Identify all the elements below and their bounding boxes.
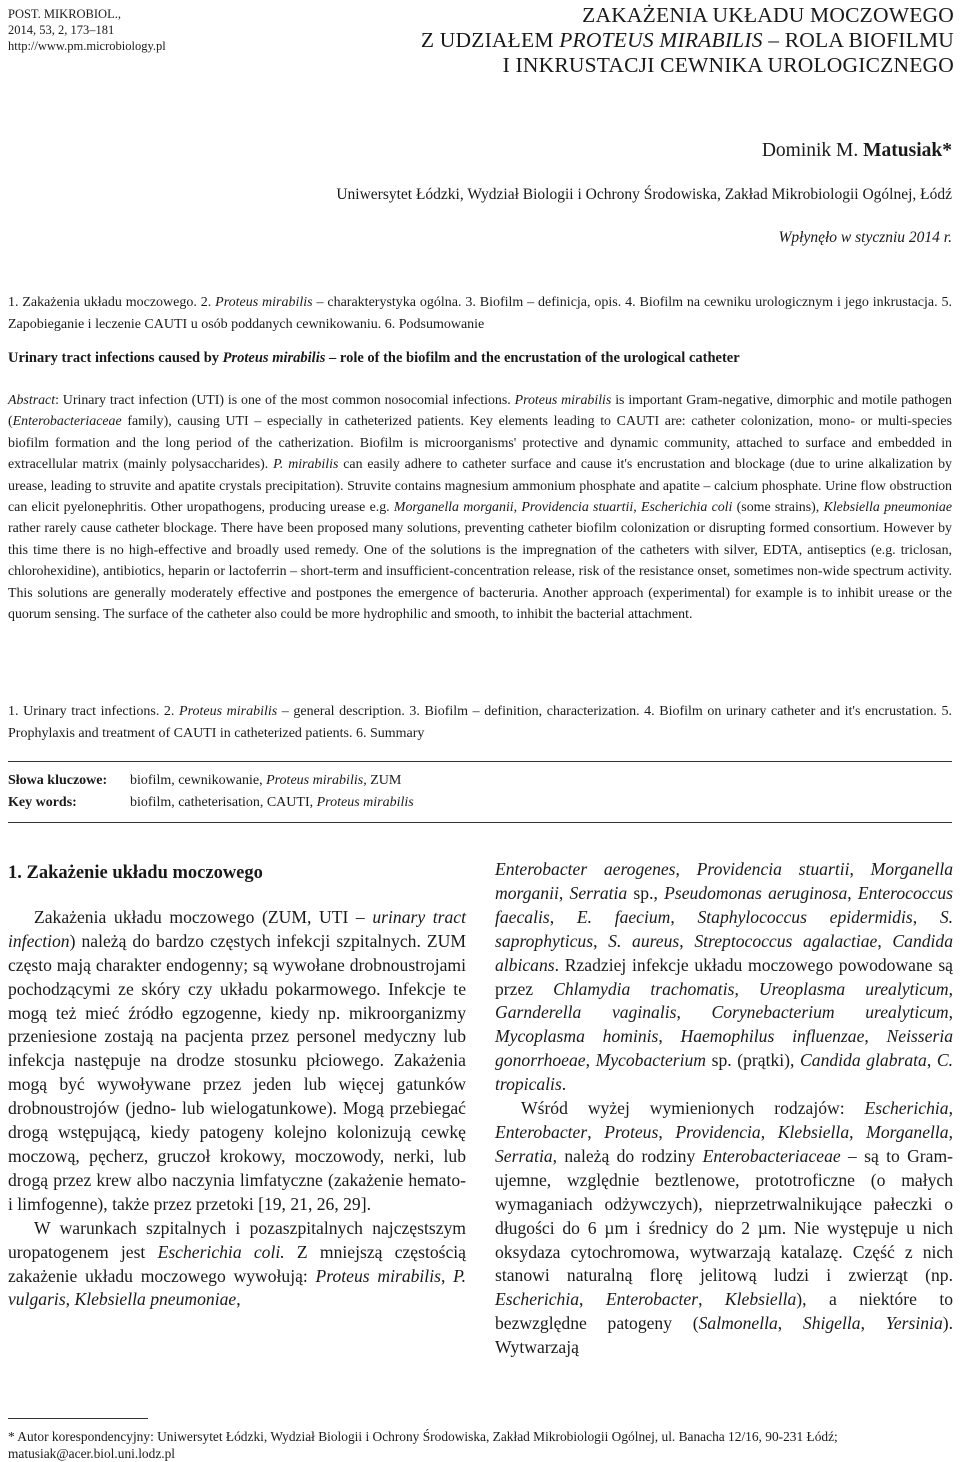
contents-polish: 1. Zakażenia układu moczowego. 2. Proteus mirabilis – charakterystyka ogólna. 3. Biofilm – definicja, opis. 4. Biofilm na cewniku urologicznym i jego inkrustacja. 5. Zapobieganie i leczenie CAUTI u osób poddanych cewnikowaniu. 6. Podsumowanie [8, 295, 952, 332]
journal-name: POST. MIKROBIOL., [8, 7, 121, 21]
footnote-rule [8, 1418, 148, 1419]
title-line-3: I INKRUSTACJI CEWNIKA UROLOGICZNEGO [502, 53, 954, 77]
section-heading: 1. Zakażenie układu moczowego [8, 863, 263, 883]
left-column [8, 858, 466, 1312]
abstract-label: Abstract [8, 393, 56, 408]
author: Dominik M. Matusiak* [761, 140, 952, 161]
received-date: Wpłynęło w styczniu 2014 r. [778, 229, 952, 246]
affiliation: Uniwersytet Łódzki, Wydział Biologii i Ochrony Środowiska, Zakład Mikrobiologii Ogólnej, Łódź [336, 186, 952, 203]
title-line-1: ZAKAŻENIA UKŁADU MOCZOWEGO [582, 3, 954, 27]
title-line-2: Z UDZIAŁEM PROTEUS MIRABILIS – ROLA BIOFILMU [420, 28, 954, 52]
journal-url[interactable]: http://www.pm.microbiology.pl [8, 39, 166, 53]
divider-bottom [8, 822, 952, 823]
abstract: Abstract: Urinary tract infection (UTI) is one of the most common nosocomial infections. Proteus mirabilis is important Gram-negative, dimorphic and motile pathogen (Enterobacteriaceae family), causing UTI – especially in catheterized patients. Key elements leading to CAUTI are: catheter colonization, mono- or multi-species biofilm formation and the long period of the catherization. Biofilm is microorganisms' protective and dynamic community, attached to surface and embedded in extracellular matrix (mainly polysaccharides). P. mirabilis can easily adhere to catheter surface and cause it's encrustation and blockage (due to urine alkalization by urease, leading to struvite and apatite crystals precipitation). Struvite contains magnesium ammonium phosphate and apatite – calcium phosphate. Urine flow obstruction can elicit pyelonephritis. Other uropathogens, producing urease e.g. Morganella morganii, Providencia stuartii, Escherichia coli (some strains), Klebsiella pneumoniae rather rarely cause catheter blockage. There have been proposed many solutions, preventing catheter biofilm colonization or disrupting formed consortium. However by this time there is no high-effective and broadly used remedy. One of the solutions is the impregnation of the catheters with silver, EDTA, antiseptics (e.g. triclosan, chlorohexidine), antibiotics, heparin or lactoferrin – short-term and insufficient-concentration release, risk of the resistance onset, sometimes non-wide spectrum activity. This solutions are generally moderately effective and postpones the emergence of bacteruria. Another approach (experimental) for example is to inhibit urease or the quorum sensing. The surface of the catheter also could be more hydrophilic and smooth, to inhibit the bacterial attachment. [8, 393, 953, 623]
journal-volume: 2014, 53, 2, 173–181 [8, 23, 115, 37]
paragraph-4: Wśród wyżej wymienionych rodzajów: Escherichia, Enterobacter, Proteus, Providencia, Klebsiella, Morganella, Serratia, należą do rodziny Enterobacteriaceae – są to Gram-ujemne, względnie beztlenowe, prototroficzne (o małych wymaganiach odżywczych), nieprzetrwalnikujące pałeczki o długości do 6 µm i średnicy do 2 µm. Nie występuje u nich oksydaza cytochromowa, wytwarzają katalazę. Część z nich stanowi naturalną florę jelitową ludzi i zwierząt (np. Escherichia, Enterobacter, Klebsiella), a niektóre to bezwzględne patogeny (Salmonella, Shigella, Yersinia). Wytwarzają [495, 1098, 954, 1358]
english-title: Urinary tract infections caused by Proteus mirabilis – role of the biofilm and the encrustation of the urological catheter [8, 350, 740, 366]
divider-top [8, 761, 952, 762]
paragraph-2: W warunkach szpitalnych i pozaszpitalnych najczęstszym uropatogenem jest Escherichia coli. Z mniejszą częstością zakażenie układu moczowego wywołują: Proteus mirabilis, P. vulgaris, Klebsiella pneumoniae, [8, 1217, 466, 1310]
footnote: * Autor korespondencyjny: Uniwersytet Łódzki, Wydział Biologii i Ochrony Środowiska, Zakład Mikrobiologii Ogólnej, ul. Banacha 12/16, 90-231 Łódź; matusiak@acer.biol.uni.lodz.pl [8, 1429, 838, 1461]
journal-citation [8, 6, 166, 54]
paragraph-1: Zakażenia układu moczowego (ZUM, UTI – urinary tract infection) należą do bardzo częstych infekcji szpitalnych. ZUM często mają charakter endogenny; są wywołane drobnoustrojami pochodzącymi ze skóry czy układu pokarmowego. Infekcje te mogą też mieć źródło egzogenne, kiedy np. mikroorganizmy przeniesione zostają na pacjenta przez personel medyczny lub infekcja następuje na drodze stosunku płciowego. Zakażenia mogą być wywoływane przez jeden lub więcej gatunków drobnoustrojów (jedno- lub wielogatunkowe). Mogą przebiegać drogą wstępującą, kiedy patogeny kolejno kolonizują cewkę moczową, pęcherz, gruczoł krokowy, moczowody, nerki, lub drogą przez krew albo naczynia limfatyczne (zakażenie hemato- i limfogenne), także przez przetoki [19, 21, 26, 29]. [8, 906, 466, 1214]
keywords-polish: Słowa kluczowe: biofilm, cewnikowanie, Proteus mirabilis, ZUM [8, 773, 402, 788]
right-column [495, 858, 953, 1360]
keywords [8, 770, 414, 814]
article-title [330, 3, 954, 78]
paragraph-3: Enterobacter aerogenes, Providencia stuartii, Morganella morganii, Serratia sp., Pseudomonas aeruginosa, Enterococcus faecalis, E. faecium, Staphylococcus epidermidis, S. saprophyticus, S. aureus, Streptococcus agalactiae, Candida albicans. Rzadziej infekcje układu moczowego powodowane są przez Chlamydia trachomatis, Ureoplasma urealyticum, Garnderella vaginalis, Corynebacterium urealyticum, Mycoplasma hominis, Haemophilus influenzae, Neisseria gonorrhoeae, Mycobacterium sp. (prątki), Candida glabrata, C. tropicalis. [495, 859, 954, 1095]
keywords-english: Key words: biofilm, catheterisation, CAUTI, Proteus mirabilis [8, 795, 414, 810]
contents-english: 1. Urinary tract infections. 2. Proteus mirabilis – general description. 3. Biofilm – definition, characterization. 4. Biofilm on urinary catheter and it's encrustation. 5. Prophylaxis and treatment of CAUTI in catheterized patients. 6. Summary [8, 704, 952, 741]
